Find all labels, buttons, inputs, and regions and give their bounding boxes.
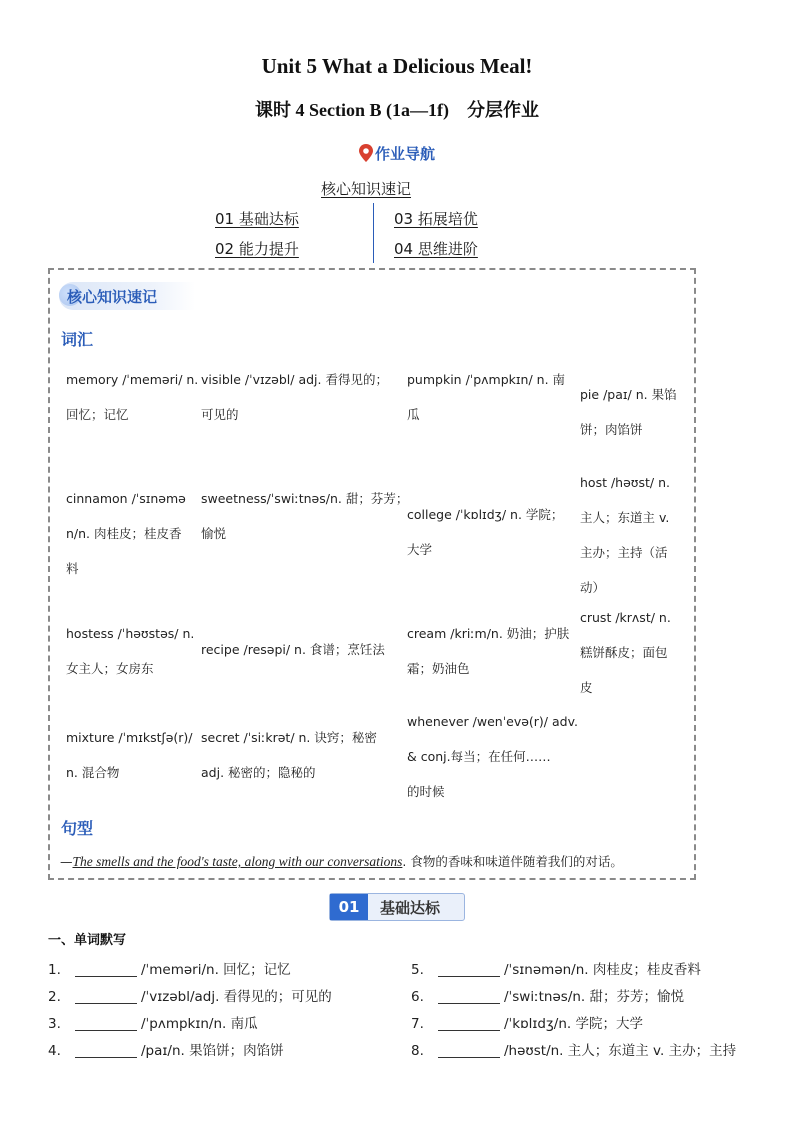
nav-link-02[interactable]: 02 能力提升 <box>215 240 299 258</box>
answer-blank[interactable] <box>75 1016 137 1031</box>
subtitle-suffix: 分层作业 <box>466 100 539 120</box>
nav-link-03[interactable]: 03 拓展培优 <box>394 210 478 228</box>
vocab-entry: memory /ˈmeməri/ n. 回忆；记忆 <box>66 372 199 422</box>
sentence-label: 句型 <box>61 819 94 838</box>
exercise-item: 5. /ˈsɪnəmən/n. 肉桂皮；桂皮香料 <box>411 962 701 978</box>
exercise-item: 8. /həʊst/n. 主人；东道主 v. 主办；主持 <box>411 1043 737 1059</box>
subtitle-main: 课时 4 Section B (1a—1f) <box>255 100 449 120</box>
exercise-item: 2. /ˈvɪzəbl/adj. 看得见的；可见的 <box>48 989 332 1005</box>
answer-blank[interactable] <box>75 1043 137 1058</box>
sentence-chinese: . 食物的香味和味道伴随着我们的对话。 <box>402 854 623 869</box>
vocab-label: 词汇 <box>61 330 94 349</box>
vocab-entry: cinnamon /ˈsɪnəmə n/n. 肉桂皮；桂皮香 料 <box>66 491 186 576</box>
vocab-entry: mixture /ˈmɪkstʃə(r)/ n. 混合物 <box>66 730 193 780</box>
nav-heading-label: 作业导航 <box>374 145 435 163</box>
vocab-entry: hostess /ˈhəʊstəs/ n. 女主人；女房东 <box>66 626 195 676</box>
exercise-item: 7. /ˈkɒlɪdʒ/n. 学院；大学 <box>411 1016 643 1032</box>
location-pin-icon <box>359 144 373 166</box>
vocab-entry: secret /ˈsiːkrət/ n. 诀窍；秘密 adj. 秘密的；隐秘的 <box>201 730 377 780</box>
answer-blank[interactable] <box>438 962 500 977</box>
vocab-entry: recipe /resəpi/ n. 食谱；烹饪法 <box>201 642 385 657</box>
sentence-pattern <box>60 852 690 870</box>
exercise-item: 6. /ˈswiːtnəs/n. 甜；芬芳；愉悦 <box>411 989 685 1005</box>
section-01-label: 基础达标 <box>380 899 441 917</box>
answer-blank[interactable] <box>438 1043 500 1058</box>
vocab-entry: college /ˈkɒlɪdʒ/ n. 学院； 大学 <box>407 507 564 557</box>
answer-blank[interactable] <box>438 1016 500 1031</box>
vocab-entry: host /həʊst/ n. 主人；东道主 v. 主办；主持（活 动） <box>580 475 670 595</box>
vocab-entry: whenever /wenˈevə(r)/ adv. & conj.每当；在任何…… 的时候 <box>407 714 578 799</box>
answer-blank[interactable] <box>75 962 137 977</box>
nav-divider <box>373 203 374 263</box>
vocab-entry: pie /paɪ/ n. 果馅 饼；肉馅饼 <box>580 387 677 437</box>
answer-blank[interactable] <box>75 989 137 1004</box>
vocab-entry: pumpkin /ˈpʌmpkɪn/ n. 南 瓜 <box>407 372 566 422</box>
exercise-item: 4. /paɪ/n. 果馅饼；肉馅饼 <box>48 1043 284 1059</box>
section-01-number: 01 <box>330 894 368 920</box>
sentence-english: The smells and the food's taste, along with our conversations <box>72 854 403 869</box>
nav-heading <box>0 143 794 166</box>
nav-link-04[interactable]: 04 思维进阶 <box>394 240 478 258</box>
part-title: 一、单词默写 <box>48 933 127 948</box>
exercise-item: 3. /ˈpʌmpkɪn/n. 南瓜 <box>48 1016 258 1032</box>
vocab-entry: cream /kriːm/n. 奶油；护肤 霜；奶油色 <box>407 626 570 676</box>
answer-blank[interactable] <box>438 989 500 1004</box>
page-title: Unit 5 What a Delicious Meal! <box>261 54 533 78</box>
page-subtitle <box>0 96 794 122</box>
sentence-prefix: — <box>60 854 73 869</box>
section-01-badge <box>329 893 465 921</box>
vocab-entry: crust /krʌst/ n. 糕饼酥皮；面包 皮 <box>580 610 671 695</box>
core-knowledge-badge-label: 核心知识速记 <box>67 288 158 306</box>
vocab-entry: visible /ˈvɪzəbl/ adj. 看得见的； 可见的 <box>201 372 388 422</box>
nav-link-core[interactable]: 核心知识速记 <box>321 180 412 198</box>
exercise-item: 1. /ˈmeməri/n. 回忆；记忆 <box>48 962 291 978</box>
vocab-entry: sweetness/ˈswiːtnəs/n. 甜；芬芳； 愉悦 <box>201 491 409 541</box>
core-knowledge-badge <box>59 282 195 310</box>
nav-link-01[interactable]: 01 基础达标 <box>215 210 299 228</box>
